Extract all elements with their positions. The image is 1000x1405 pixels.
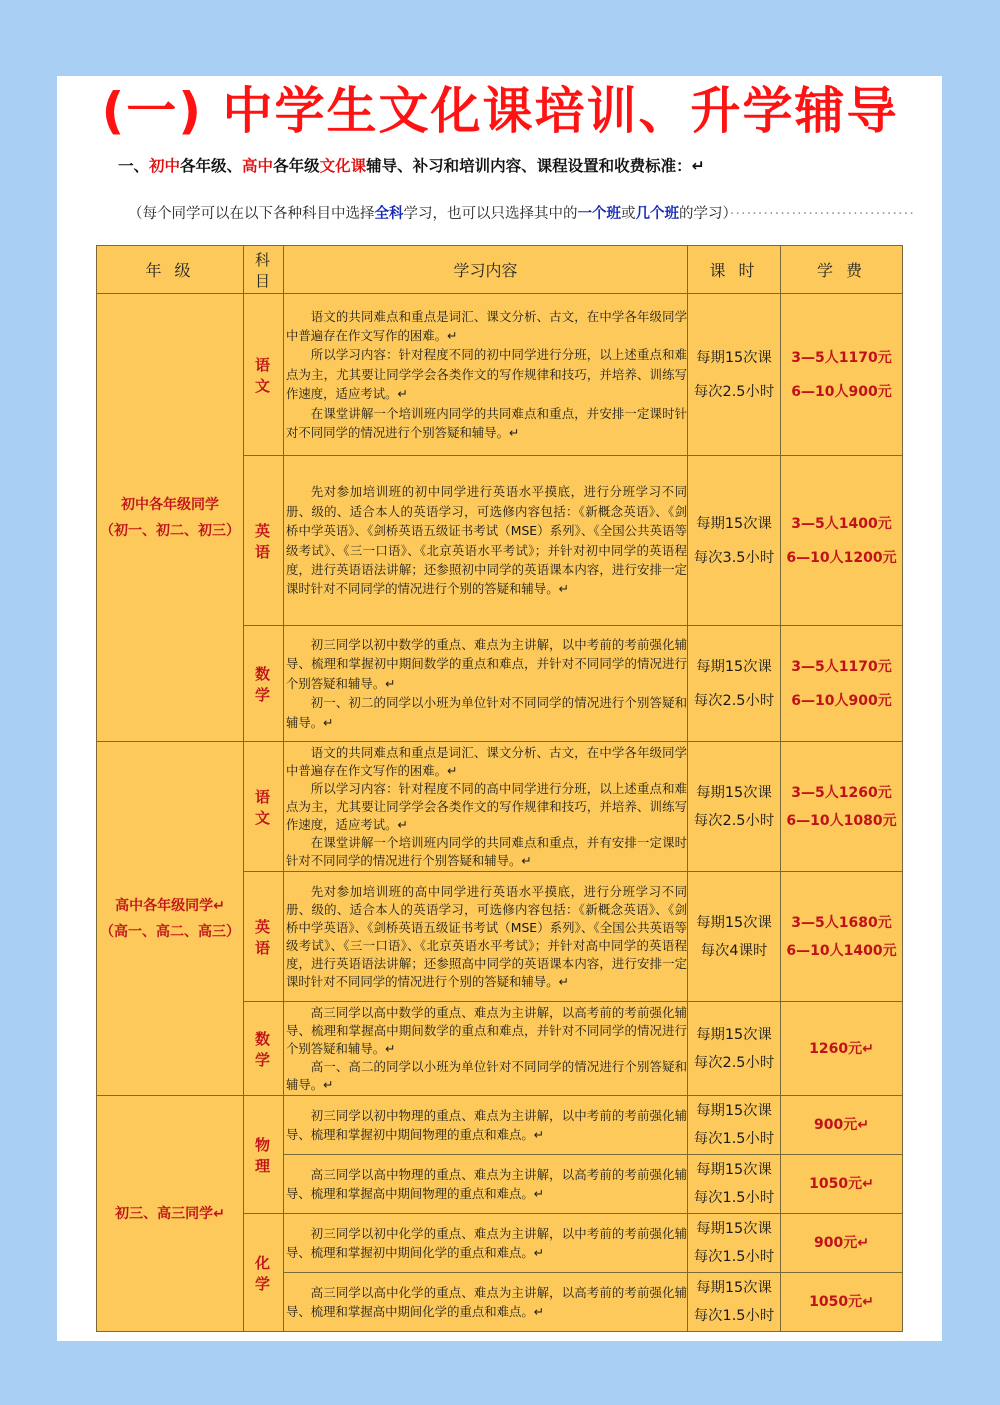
grade-junior-line1: 初中各年级同学 (121, 496, 219, 513)
fee-flat: 1260元↵ (809, 1040, 874, 1057)
grade-junior (97, 294, 244, 742)
fee-senior-math (781, 1002, 903, 1096)
header-hours: 课 时 (688, 246, 781, 294)
hours-duration: 每次3.5小时 (693, 549, 775, 566)
hours-sessions: 每期15次课 (696, 1103, 772, 1119)
hours-junior-math (688, 626, 781, 742)
intro-mid1: 各年级、 (180, 157, 243, 175)
fee-small-group: 3—5人1400元 (791, 515, 892, 532)
content-junior-math (284, 626, 688, 742)
fee-junior-english (781, 456, 903, 626)
hours-duration: 每次1.5小时 (693, 1308, 775, 1324)
intro-highlight-senior: 高中 (242, 157, 274, 175)
intro-highlight-junior: 初中 (149, 157, 181, 175)
content-senior-english (284, 872, 688, 1002)
content-paragraph: 高一、高二的同学以小班为单位针对不同同学的情况进行个别答疑和辅导。↵ (286, 1058, 687, 1092)
content-chemistry-junior (284, 1214, 688, 1273)
selection-note (128, 202, 928, 226)
content-paragraph: 语文的共同难点和重点是词汇、课文分析、古文，在中学各年级同学中普遍存在作文写作的困难。↵ (286, 308, 687, 343)
subject-senior-english: 英 语 (244, 872, 284, 1002)
intro-heading (118, 154, 898, 178)
hours-sessions: 每期15次课 (696, 914, 772, 931)
note-part3: 或 (621, 206, 636, 222)
fee-junior-math (781, 626, 903, 742)
hours-duration: 每次2.5小时 (693, 692, 775, 709)
hours-chemistry-senior (688, 1273, 781, 1332)
grade-senior (97, 742, 244, 1096)
hours-senior-english (688, 872, 781, 1002)
note-all-subjects: 全科 (374, 206, 404, 222)
hours-sessions: 每期15次课 (696, 1162, 772, 1178)
hours-sessions: 每期15次课 (696, 658, 772, 675)
content-paragraph: 先对参加培训班的初中同学进行英语水平摸底，进行分班学习不同册、级的、适合本人的英语学习，可选修内容包括：《新概念英语》、《剑桥中学英语》、《剑桥英语五级证书考试（MSE）系列》、《全国公共英语等级考试》、《三一口语》、《北京英语水平考试》；并针对初中同学的英语程度，进行英语语法讲解；还参照初中同学的英语课本内容，进行安排一定课时针对不同同学的情况进行个别的答疑和辅导。↵ (286, 484, 687, 597)
subject-junior-english: 英 语 (244, 456, 284, 626)
content-paragraph: 在课堂讲解一个培训班内同学的共同难点和重点，并安排一定课时针对不同同学的情况进行个别答疑和辅导。↵ (286, 405, 687, 441)
content-junior-chinese (284, 294, 688, 456)
header-grade: 年 级 (97, 246, 244, 294)
hours-senior-chinese (688, 742, 781, 872)
hours-sessions: 每期15次课 (696, 1280, 772, 1296)
header-subject: 科 目 (244, 246, 284, 294)
fee-small-group: 3—5人1170元 (791, 658, 892, 675)
hours-duration: 每次1.5小时 (693, 1131, 775, 1147)
hours-junior-english (688, 456, 781, 626)
content-paragraph: 先对参加培训班的高中同学进行英语水平摸底，进行分班学习不同册、级的、适合本人的英语学习，可选修内容包括：《新概念英语》、《剑桥中学英语》、《剑桥英语五级证书考试（MSE）系列》、《全国公共英语等级考试》、《三一口语》、《北京英语水平考试》；并针对高中同学的英语程度，进行英语语法讲解；还参照高中同学的英语课本内容，进行安排一定课时针对不同同学的情况进行个别的答疑和辅导。↵ (286, 883, 687, 989)
fee-large-group: 6—10人900元 (791, 383, 892, 400)
content-junior-english (284, 456, 688, 626)
fee-chemistry-junior: 900元↵ (781, 1214, 903, 1273)
hours-junior-chinese (688, 294, 781, 456)
table-row (97, 294, 903, 456)
intro-highlight-culture: 文化课 (319, 157, 367, 175)
subject-senior-chinese: 语 文 (244, 742, 284, 872)
subject-senior-math: 数 学 (244, 1002, 284, 1096)
hours-duration: 每次1.5小时 (693, 1190, 775, 1206)
content-paragraph: 高三同学以高中物理的重点、难点为主讲解，以高考前的考前强化辅导、梳理和掌握高中期间物理的重点和难点。↵ (286, 1166, 687, 1201)
fee-table (96, 245, 903, 1332)
content-paragraph: 初三同学以初中物理的重点、难点为主讲解，以中考前的考前强化辅导、梳理和掌握初中期间物理的重点和难点。↵ (286, 1107, 687, 1142)
table-row (97, 742, 903, 872)
fee-senior-chinese (781, 742, 903, 872)
fee-large-group: 6—10人1080元 (786, 812, 897, 829)
hours-duration: 每次2.5小时 (693, 812, 775, 829)
hours-sessions: 每期15次课 (696, 349, 772, 366)
hours-sessions: 每期15次课 (696, 784, 772, 801)
hours-chemistry-junior (688, 1214, 781, 1273)
content-paragraph: 高三同学以高中数学的重点、难点为主讲解，以高考前的考前强化辅导、梳理和掌握高中期间数学的重点和难点，并针对不同同学的情况进行个别答疑和辅导。↵ (286, 1004, 687, 1056)
fee-small-group: 3—5人1170元 (791, 349, 892, 366)
grade-senior-line2: （高一、高二、高三） (100, 923, 240, 940)
subject-physics: 物 理 (244, 1096, 284, 1214)
table-header-row (97, 246, 903, 294)
note-one-class: 一个班 (577, 206, 621, 222)
intro-rest: 辅导、补习和培训内容、课程设置和收费标准：↵ (366, 157, 705, 175)
content-paragraph: 高三同学以高中化学的重点、难点为主讲解，以高考前的考前强化辅导、梳理和掌握高中期间化学的重点和难点。↵ (286, 1284, 687, 1319)
content-paragraph: 语文的共同难点和重点是词汇、课文分析、古文，在中学各年级同学中普遍存在作文写作的困难。↵ (286, 744, 687, 778)
hours-sessions: 每期15次课 (696, 515, 772, 532)
grade-junior-line2: （初一、初二、初三） (100, 522, 240, 539)
note-leader-dots: ································· (729, 206, 915, 222)
fee-large-group: 6—10人900元 (791, 692, 892, 709)
hours-duration: 每次4课时 (700, 942, 768, 959)
hours-sessions: 每期15次课 (696, 1026, 772, 1043)
hours-sessions: 每期15次课 (696, 1221, 772, 1237)
grade-senior-line1: 高中各年级同学↵ (115, 897, 225, 914)
fee-large-group: 6—10人1200元 (786, 549, 897, 566)
fee-large-group: 6—10人1400元 (786, 942, 897, 959)
page-title: (一) 中学生文化课培训、升学辅导 (101, 82, 899, 140)
content-senior-chinese (284, 742, 688, 872)
hours-senior-math (688, 1002, 781, 1096)
content-chemistry-senior (284, 1273, 688, 1332)
subject-junior-chinese: 语 文 (244, 294, 284, 456)
hours-physics-junior (688, 1096, 781, 1155)
note-several-classes: 几个班 (635, 206, 679, 222)
content-physics-junior (284, 1096, 688, 1155)
fee-junior-chinese (781, 294, 903, 456)
note-part1: （每个同学可以在以下各种科目中选择 (128, 206, 375, 222)
subject-junior-math: 数 学 (244, 626, 284, 742)
note-part4: 的学习） (679, 206, 730, 222)
intro-prefix: 一、 (118, 157, 150, 175)
fee-senior-english (781, 872, 903, 1002)
content-paragraph: 初三同学以初中化学的重点、难点为主讲解，以中考前的考前强化辅导、梳理和掌握初中期间化学的重点和难点。↵ (286, 1225, 687, 1260)
fee-small-group: 3—5人1680元 (791, 914, 892, 931)
intro-mid2: 各年级 (273, 157, 320, 175)
content-paragraph: 初一、初二的同学以小班为单位针对不同同学的情况进行个别答疑和辅导。↵ (286, 695, 687, 730)
note-part2: 学习，也可以只选择其中的 (403, 206, 578, 222)
fee-physics-senior: 1050元↵ (781, 1155, 903, 1214)
hours-duration: 每次2.5小时 (693, 383, 775, 400)
fee-physics-junior: 900元↵ (781, 1096, 903, 1155)
fee-small-group: 3—5人1260元 (791, 784, 892, 801)
hours-duration: 每次2.5小时 (693, 1054, 775, 1071)
table-row (97, 1096, 903, 1155)
content-paragraph: 所以学习内容：针对程度不同的初中同学进行分班，以上述重点和难点为主，尤其要让同学学会各类作文的写作规律和技巧，并培养、训练写作速度，适应考试。↵ (286, 347, 687, 402)
grade-graduating: 初三、高三同学↵ (97, 1096, 244, 1332)
content-paragraph: 所以学习内容：针对程度不同的高中同学进行分班，以上述重点和难点为主，尤其要让同学学会各类作文的写作规律和技巧，并培养、训练写作速度，适应考试。↵ (286, 780, 687, 832)
content-physics-senior (284, 1155, 688, 1214)
header-fee: 学 费 (781, 246, 903, 294)
content-senior-math (284, 1002, 688, 1096)
fee-chemistry-senior: 1050元↵ (781, 1273, 903, 1332)
subject-chemistry: 化 学 (244, 1214, 284, 1332)
header-content: 学习内容 (284, 246, 688, 294)
content-paragraph: 在课堂讲解一个培训班内同学的共同难点和重点，并有安排一定课时针对不同同学的情况进行个别答疑和辅导。↵ (286, 834, 687, 868)
content-paragraph: 初三同学以初中数学的重点、难点为主讲解，以中考前的考前强化辅导、梳理和掌握初中期间数学的重点和难点，并针对不同同学的情况进行个别答疑和辅导。↵ (286, 636, 687, 691)
hours-physics-senior (688, 1155, 781, 1214)
hours-duration: 每次1.5小时 (693, 1249, 775, 1265)
